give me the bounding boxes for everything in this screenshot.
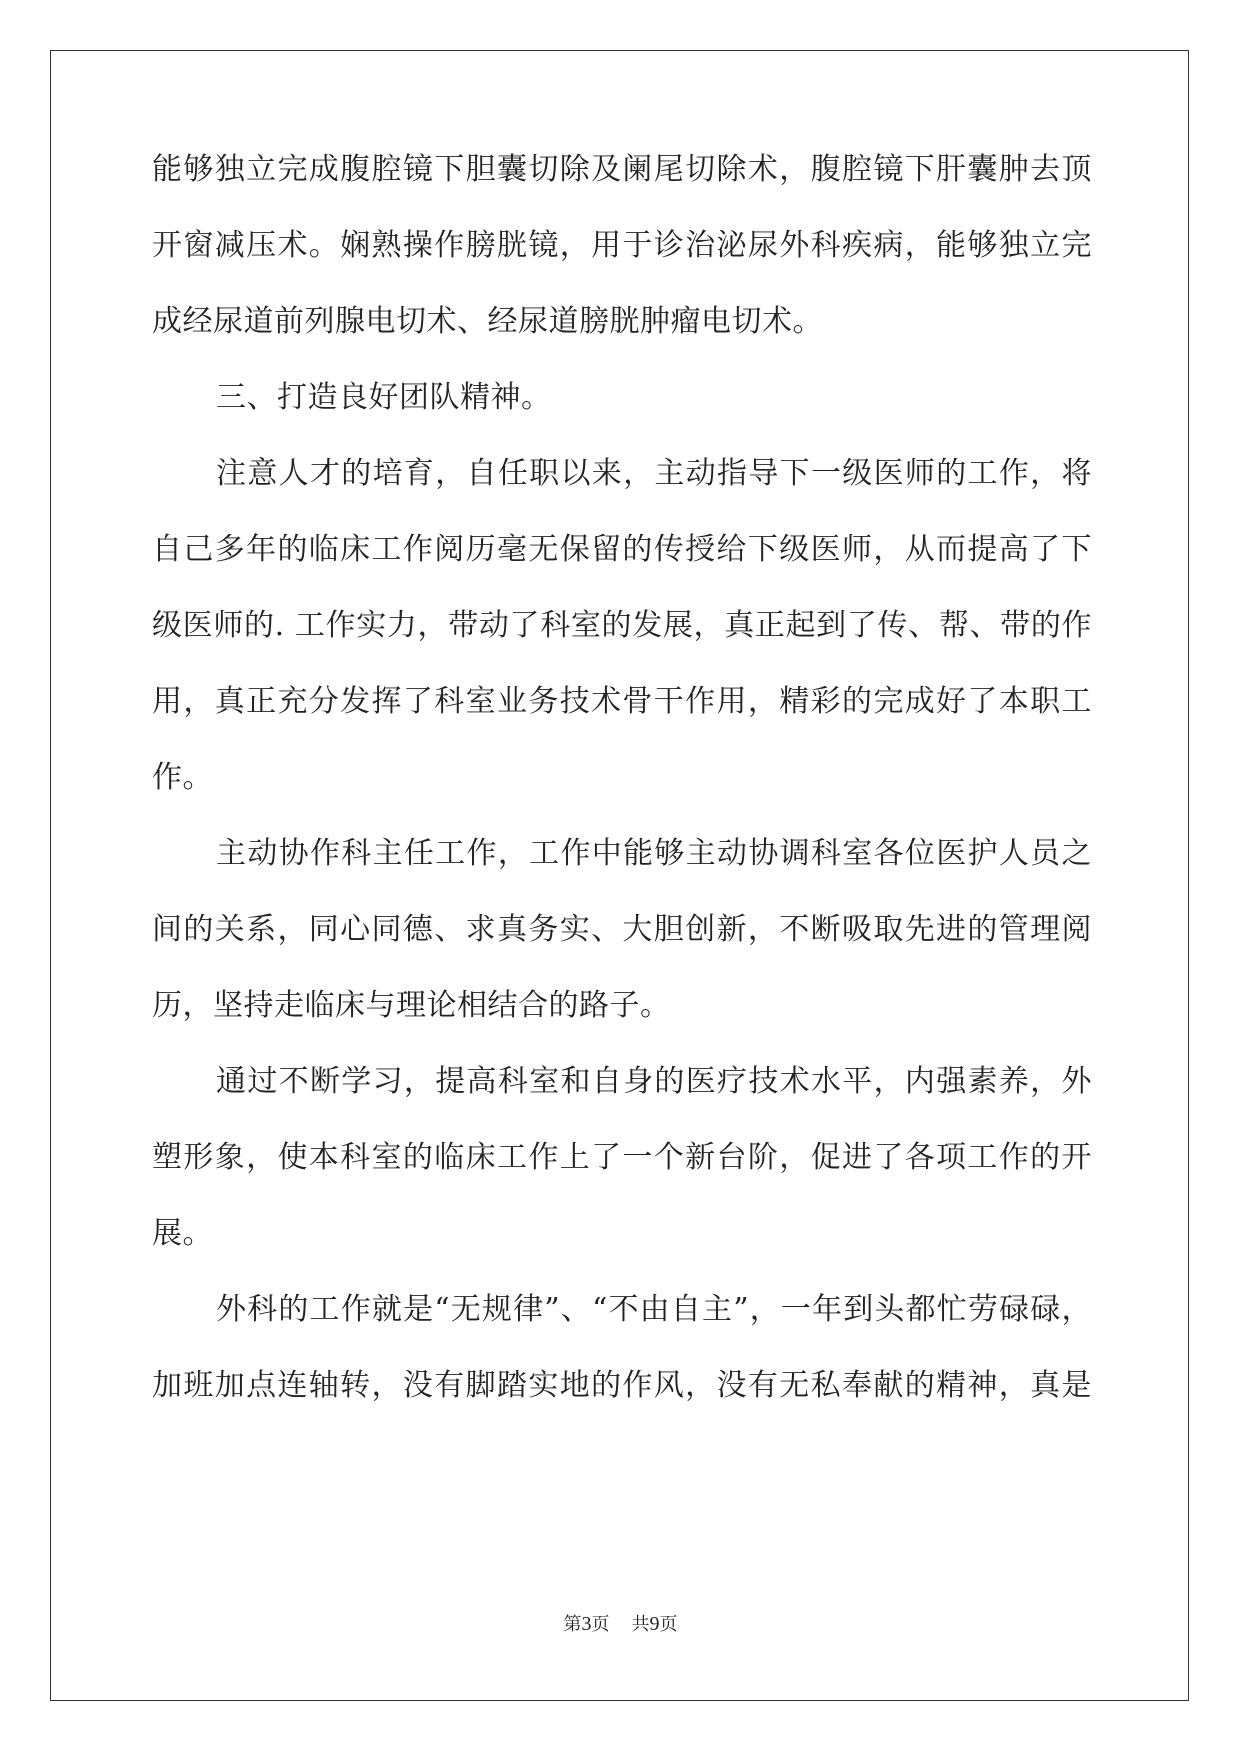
paragraph-line-1: 能够独立完成腹腔镜下胆囊切除及阑尾切除术，腹腔镜下肝囊肿去顶 — [152, 152, 1092, 187]
paragraph-line-7: 级医师的. 工作实力，带动了科室的发展，真正起到了传、帮、带的作 — [152, 608, 1092, 643]
paragraph-line-12: 历，坚持走临床与理论相结合的路子。 — [152, 988, 671, 1023]
page-prefix: 第 — [563, 1614, 582, 1635]
paragraph-line-11: 间的关系，同心同德、求真务实、大胆创新，不断吸取先进的管理阅 — [152, 912, 1092, 947]
paragraph-line-9: 作。 — [152, 760, 213, 795]
page-border — [50, 50, 1189, 1701]
paragraph-line-5: 注意人才的培育，自任职以来，主动指导下一级医师的工作，将 — [216, 456, 1092, 491]
page-footer — [0, 1612, 1241, 1637]
paragraph-line-6: 自己多年的临床工作阅历毫无保留的传授给下级医师，从而提高了下 — [152, 532, 1092, 567]
total-pages: 9 — [649, 1613, 660, 1635]
paragraph-line-14: 塑形象，使本科室的临床工作上了一个新台阶，促进了各项工作的开 — [152, 1140, 1092, 1175]
paragraph-line-17: 加班加点连轴转，没有脚踏实地的作风，没有无私奉献的精神，真是 — [152, 1368, 1092, 1403]
paragraph-line-2: 开窗减压术。娴熟操作膀胱镜，用于诊治泌尿外科疾病，能够独立完 — [152, 228, 1092, 263]
paragraph-line-8: 用，真正充分发挥了科室业务技术骨干作用，精彩的完成好了本职工 — [152, 684, 1092, 719]
total-prefix: 共 — [631, 1614, 650, 1635]
page-number: 3 — [581, 1613, 592, 1635]
paragraph-line-13: 通过不断学习，提高科室和自身的医疗技术水平，内强素养，外 — [216, 1064, 1092, 1099]
section-heading: 三、打造良好团队精神。 — [216, 380, 552, 415]
paragraph-line-10: 主动协作科主任工作，工作中能够主动协调科室各位医护人员之 — [216, 836, 1092, 871]
paragraph-line-3: 成经尿道前列腺电切术、经尿道膀胱肿瘤电切术。 — [152, 304, 823, 339]
page-suffix: 页 — [591, 1614, 610, 1635]
total-suffix: 页 — [659, 1614, 678, 1635]
paragraph-line-16: 外科的工作就是“无规律”、“不由自主”，一年到头都忙劳碌碌， — [216, 1292, 1092, 1327]
paragraph-line-15: 展。 — [152, 1216, 213, 1251]
